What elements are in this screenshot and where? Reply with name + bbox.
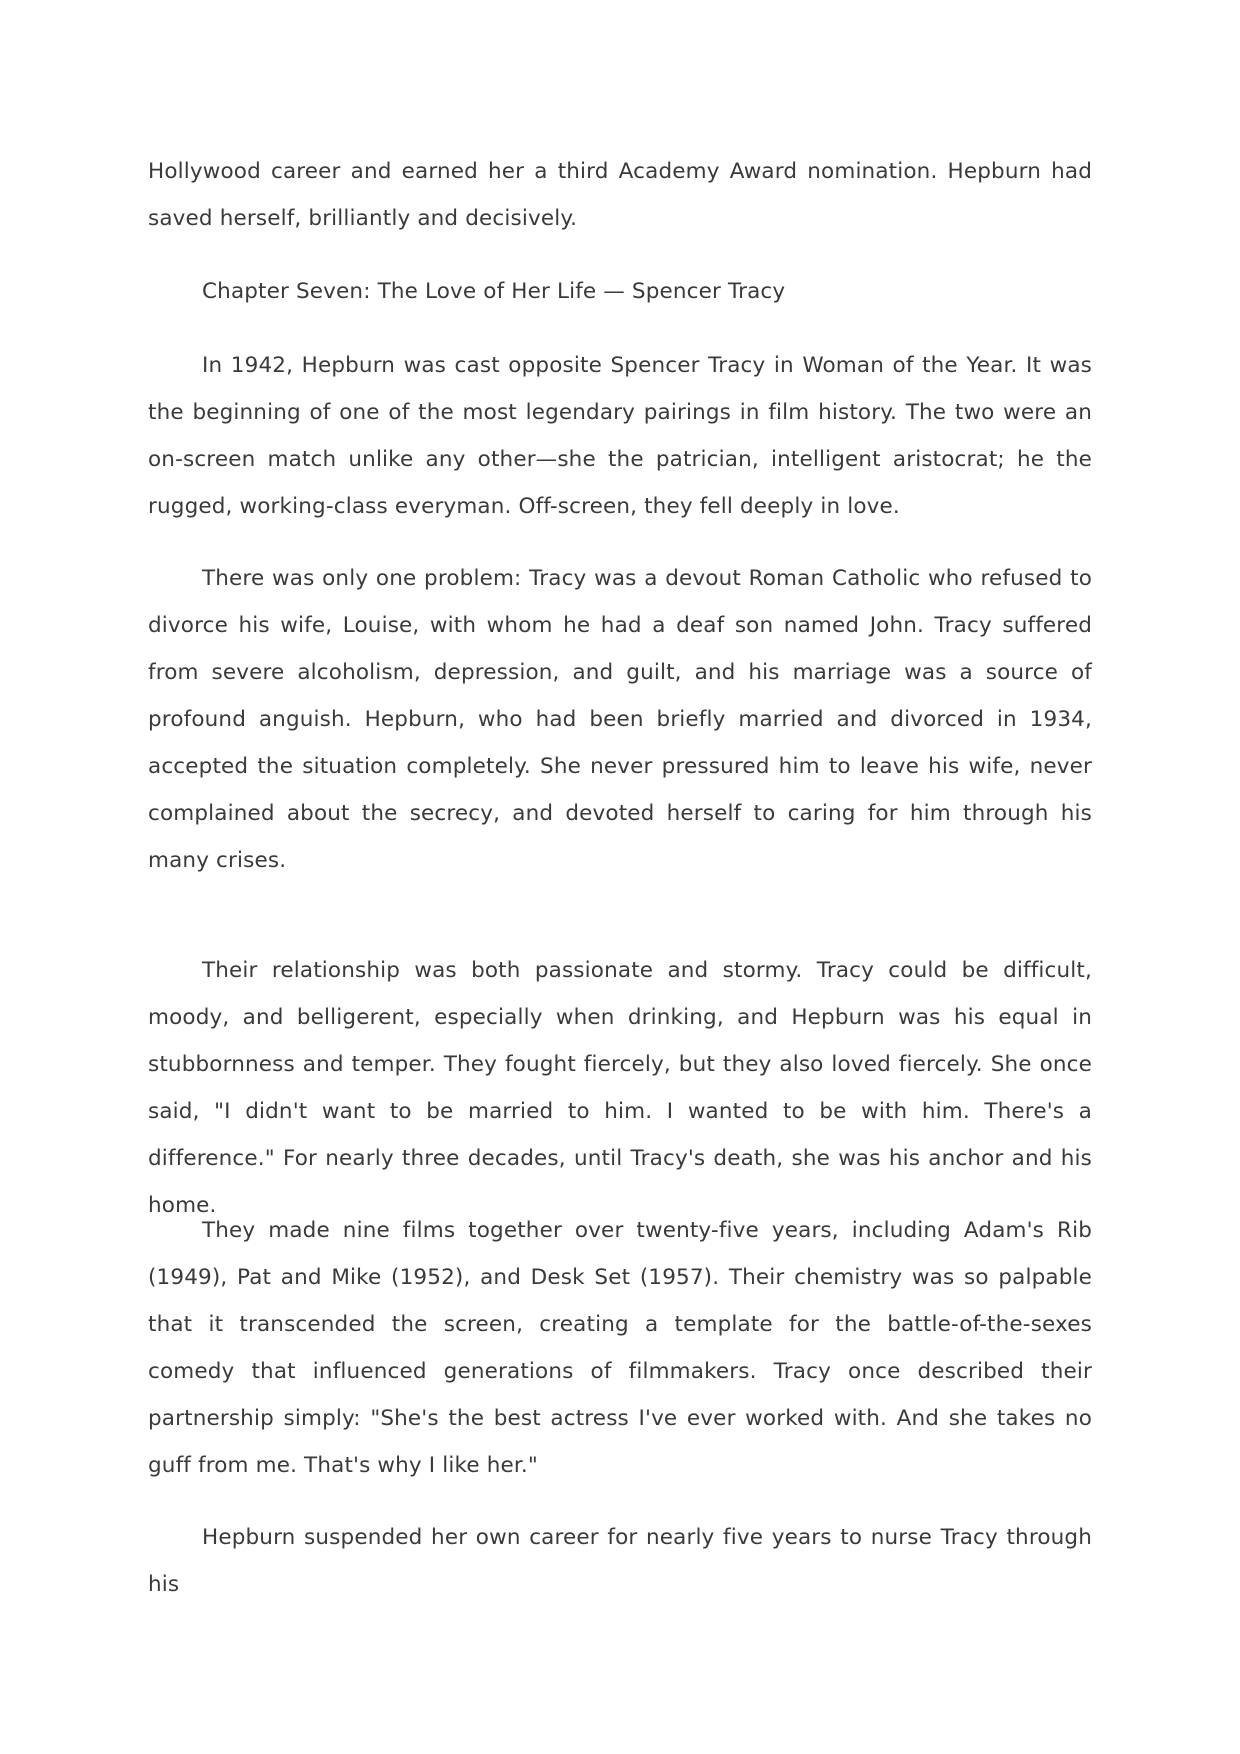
body-paragraph: Hepburn suspended her own career for nearly five years to nurse Tracy through his bbox=[148, 1525, 1092, 1597]
chapter-heading: Chapter Seven: The Love of Her Life — Spencer Tracy bbox=[202, 279, 786, 304]
body-paragraph: There was only one problem: Tracy was a devout Roman Catholic who refused to divorce his wife, Louise, with whom he had a deaf son named John. Tracy suffered from severe alcoholism, depression, and guilt, and his marriage was a source of profound anguish. Hepburn, who had been briefly married and divorced in 1934, accepted the situation completely. She never pressured him to leave his wife, never complained about the secrecy, and devoted herself to caring for him through his many crises. bbox=[148, 566, 1092, 873]
body-paragraph: In 1942, Hepburn was cast opposite Spencer Tracy in Woman of the Year. It was the beginning of one of the most legendary pairings in film history. The two were an on-screen match unlike any other—she the patrician, intelligent aristocrat; he the rugged, working-class everyman. Off-screen, they fell deeply in love. bbox=[148, 353, 1092, 519]
paragraph-block bbox=[148, 1207, 1092, 1489]
paragraph-block bbox=[148, 555, 1092, 884]
chapter-heading-block bbox=[148, 268, 1092, 315]
paragraph-block bbox=[148, 342, 1092, 530]
paragraph-block bbox=[148, 1514, 1092, 1608]
body-paragraph: Hollywood career and earned her a third Academy Award nomination. Hepburn had saved herself, brilliantly and decisively. bbox=[148, 159, 1092, 231]
body-paragraph: Their relationship was both passionate and stormy. Tracy could be difficult, moody, and belligerent, especially when drinking, and Hepburn was his equal in stubbornness and temper. They fought fiercely, but they also loved fiercely. She once said, "I didn't want to be married to him. I wanted to be with him. There's a difference." For nearly three decades, until Tracy's death, she was his anchor and his home. bbox=[148, 958, 1092, 1218]
paragraph-block bbox=[148, 947, 1092, 1229]
body-paragraph: They made nine films together over twenty-five years, including Adam's Rib (1949), Pat and Mike (1952), and Desk Set (1957). Their chemistry was so palpable that it transcended the screen, creating a template for the battle-of-the-sexes comedy that influenced generations of filmmakers. Tracy once described their partnership simply: "She's the best actress I've ever worked with. And she takes no guff from me. That's why I like her." bbox=[148, 1218, 1092, 1478]
paragraph-continuation bbox=[148, 148, 1092, 242]
